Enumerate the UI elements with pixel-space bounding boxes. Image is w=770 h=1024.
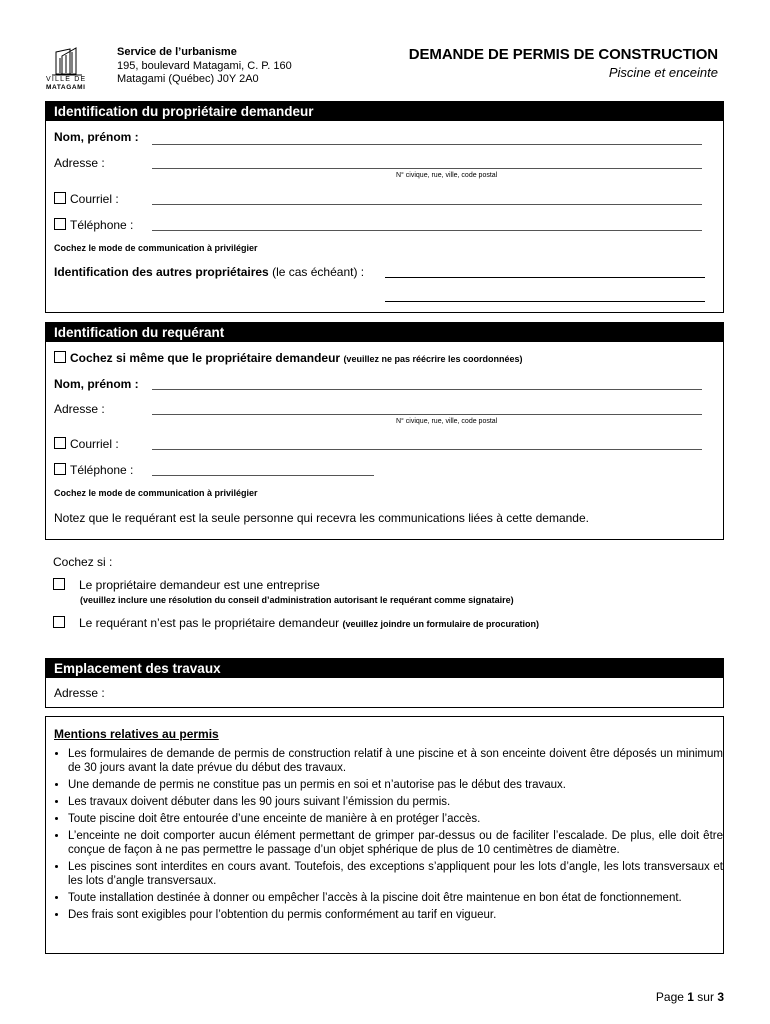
location-section-heading: Emplacement des travaux	[46, 659, 723, 678]
organization-block	[117, 46, 292, 87]
mention-item-5: • L’enceinte ne doit comporter aucun élément permettant de grimper par-dessus ou de faciliter l’escalade. De plus, elle doit être conçue de façon à ne pas permettre le passage d’un objet sphérique de plus de 10 centimètres de diamètre.	[68, 829, 723, 857]
check-section-title: Cochez si :	[53, 555, 113, 569]
org-name: Service de l’urbanisme	[117, 46, 237, 58]
page-middle: sur	[693, 990, 718, 1004]
applicant-section-heading: Identification du requérant	[46, 323, 723, 342]
option-not-owner-label: Le requérant n’est pas le propriétaire demandeur	[79, 616, 340, 630]
owner-address-hint: N° civique, rue, ville, code postal	[396, 172, 498, 179]
owner-phone-row	[54, 218, 133, 232]
option-not-owner-row	[53, 616, 539, 630]
applicant-name-field[interactable]	[152, 389, 702, 390]
applicant-phone-field[interactable]	[152, 475, 374, 476]
option-not-owner-checkbox[interactable]	[53, 616, 65, 628]
location-section	[45, 658, 724, 708]
mention-item-1: • Les formulaires de demande de permis de construction relatif à une piscine et à son enceinte doivent être déposés un minimum de 30 jours avant la date prévue du début des travaux.	[68, 747, 723, 775]
same-as-owner-row	[54, 351, 523, 365]
document-title-block	[409, 46, 718, 80]
org-address-line1: 195, boulevard Matagami, C. P. 160	[117, 59, 292, 72]
document-subtitle: Piscine et enceinte	[608, 65, 718, 80]
owner-section	[45, 101, 724, 313]
applicant-email-row	[54, 437, 119, 451]
page-total: 3	[717, 990, 724, 1004]
applicant-email-label: Courriel :	[70, 437, 119, 451]
other-owners-label-rest: (le cas échéant) :	[268, 265, 365, 279]
option-enterprise-label: Le propriétaire demandeur est une entreprise	[79, 578, 320, 592]
applicant-address-label: Adresse :	[54, 402, 105, 416]
option-enterprise-checkbox[interactable]	[53, 578, 65, 590]
owner-email-checkbox[interactable]	[54, 192, 66, 204]
owner-phone-label: Téléphone :	[70, 218, 134, 232]
applicant-notice: Notez que le requérant est la seule personne qui recevra les communications liées à cette demande.	[54, 511, 589, 525]
applicant-phone-checkbox[interactable]	[54, 463, 66, 475]
same-as-owner-checkbox[interactable]	[54, 351, 66, 363]
same-as-owner-label: Cochez si même que le propriétaire demandeur	[70, 351, 341, 365]
mention-item-7: • Toute installation destinée à donner ou empêcher l’accès à la piscine doit être maintenue en bon état de fonctionnement.	[68, 891, 723, 905]
owner-section-heading: Identification du propriétaire demandeur	[46, 102, 723, 121]
mention-item-8: • Des frais sont exigibles pour l’obtention du permis conformément au tarif en vigueur.	[68, 908, 723, 922]
other-owners-label-bold: Identification des autres propriétaires	[54, 265, 269, 279]
page-current: 1	[687, 990, 694, 1004]
owner-address-field[interactable]	[152, 168, 702, 169]
page-prefix: Page	[655, 990, 688, 1004]
location-address-field[interactable]	[116, 685, 716, 701]
owner-phone-field[interactable]	[152, 230, 702, 231]
owner-name-field[interactable]	[152, 144, 702, 145]
applicant-email-field[interactable]	[152, 449, 702, 450]
option-not-owner-note: (veuillez joindre un formulaire de procuration)	[342, 619, 540, 629]
other-owners-field-2[interactable]	[385, 301, 705, 302]
mention-item-4: • Toute piscine doit être entourée d’une enceinte de manière à en protéger l’accès.	[68, 812, 723, 826]
owner-email-row	[54, 192, 119, 206]
applicant-phone-label: Téléphone :	[70, 463, 134, 477]
owner-email-field[interactable]	[152, 204, 702, 205]
document-title: DEMANDE DE PERMIS DE CONSTRUCTION	[408, 46, 718, 63]
other-owners-field-1[interactable]	[385, 277, 705, 278]
logo-matagami-text: MATAGAMI	[46, 84, 86, 91]
owner-name-label: Nom, prénom :	[54, 130, 139, 144]
logo-ville-text: VILLE DE	[46, 76, 87, 83]
option-enterprise-row	[53, 578, 320, 592]
applicant-name-label: Nom, prénom :	[54, 377, 139, 391]
org-address-line2: Matagami (Québec) J0Y 2A0	[117, 73, 259, 85]
page-number	[656, 990, 724, 1004]
applicant-comm-note: Cochez le mode de communication à privilégier	[54, 488, 258, 498]
other-owners-label	[54, 265, 364, 279]
applicant-section	[45, 322, 724, 540]
mention-item-3: • Les travaux doivent débuter dans les 90 jours suivant l’émission du permis.	[68, 795, 723, 809]
mentions-list	[54, 747, 723, 925]
permit-mentions-box	[45, 716, 724, 954]
same-as-owner-note: (veuillez ne pas réécrire les coordonnées)	[343, 354, 523, 364]
applicant-address-hint: N° civique, rue, ville, code postal	[396, 418, 498, 425]
mentions-title: Mentions relatives au permis	[54, 727, 219, 741]
ville-de-matagami-logo	[46, 46, 100, 92]
mention-item-2: • Une demande de permis ne constitue pas un permis en soi et n’autorise pas le début des travaux.	[68, 778, 723, 792]
owner-address-label: Adresse :	[54, 156, 105, 170]
owner-comm-note: Cochez le mode de communication à privilégier	[54, 243, 258, 253]
option-enterprise-note: (veuillez inclure une résolution du conseil d’administration autorisant le requérant comme signataire)	[80, 595, 514, 605]
owner-email-label: Courriel :	[70, 192, 119, 206]
applicant-phone-row	[54, 463, 133, 477]
owner-phone-checkbox[interactable]	[54, 218, 66, 230]
mention-item-6: • Les piscines sont interdites en cours avant. Toutefois, des exceptions s’appliquent pour les lots d’angle, les lots transversaux et les lots d’angle transversaux.	[68, 860, 723, 888]
applicant-address-field[interactable]	[152, 414, 702, 415]
location-address-label: Adresse :	[54, 686, 105, 700]
applicant-email-checkbox[interactable]	[54, 437, 66, 449]
